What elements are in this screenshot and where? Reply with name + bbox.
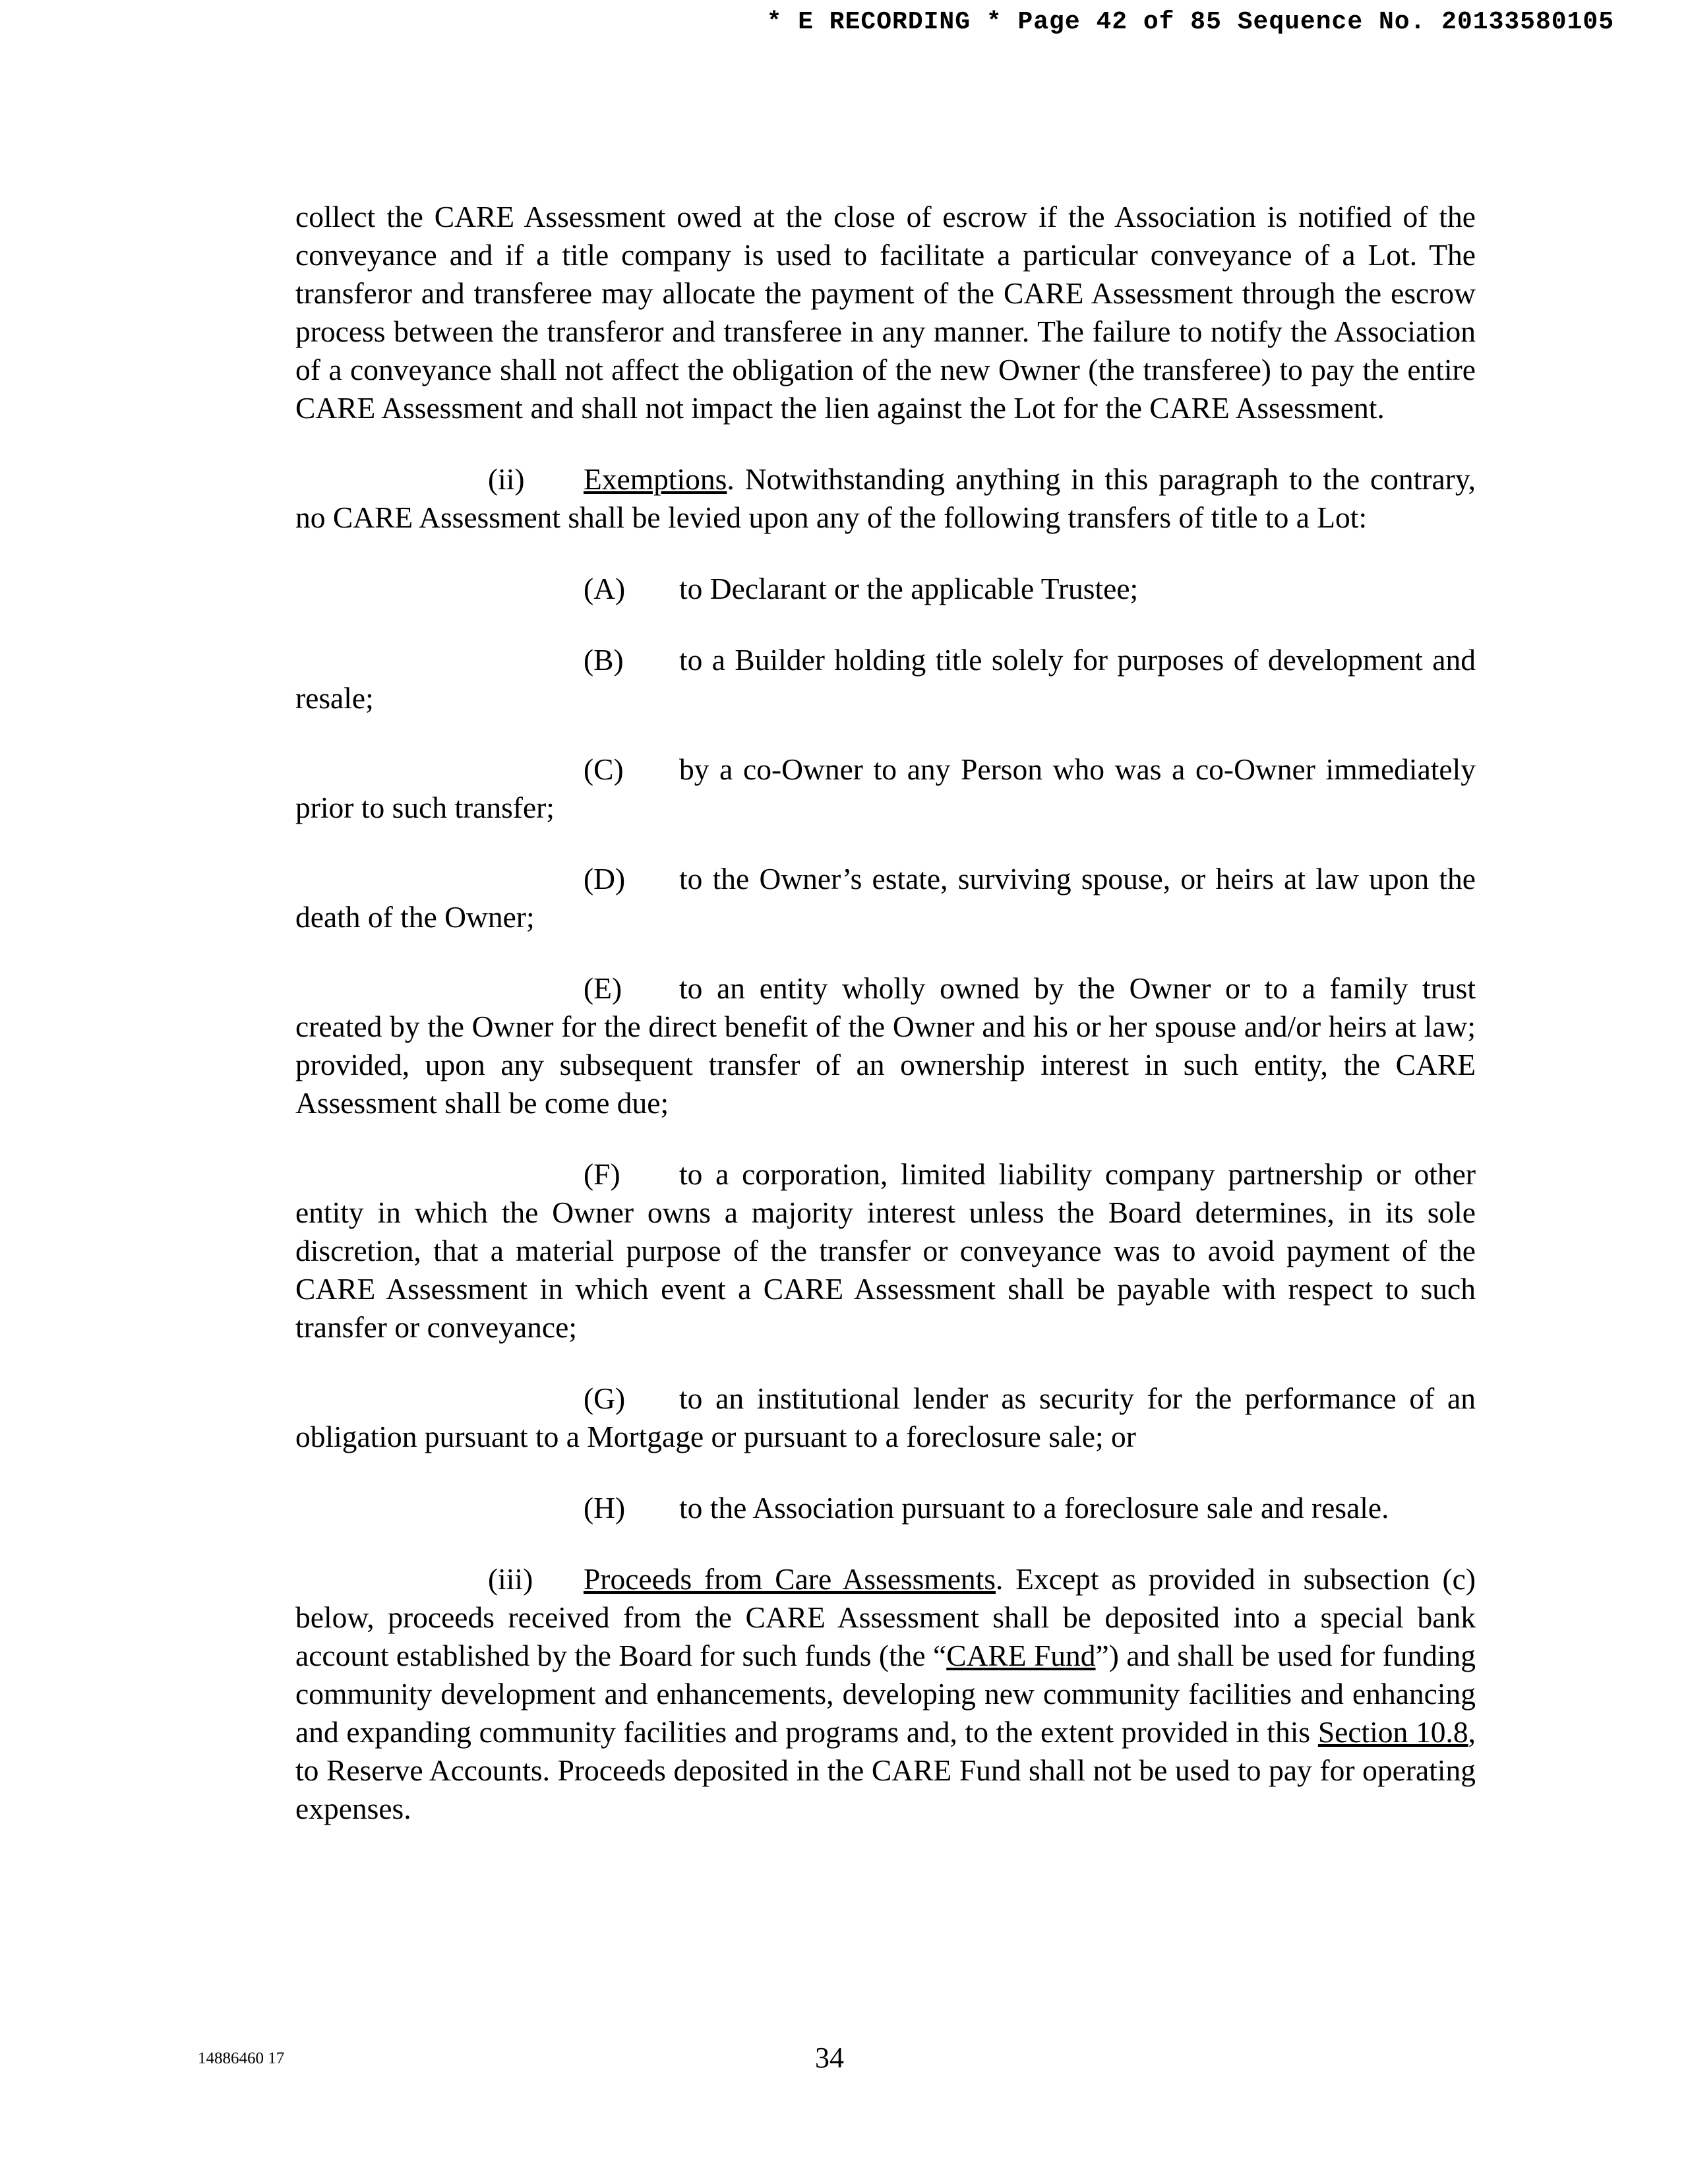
page-number: 34 [815,2042,844,2074]
exemption-item-h [295,1489,1476,1527]
item-text: to Declarant or the applicable Trustee; [679,572,1139,605]
item-text: to an institutional lender as security for the performance of an obligation pursuant to a Mortgage or pursuant to a foreclosure sale; or [295,1381,1476,1453]
exemption-item-g [295,1380,1476,1456]
exemption-item-f [295,1155,1476,1347]
section-reference: Section 10.8 [1317,1715,1468,1749]
proceeds-heading: Proceeds from Care Assessments [584,1562,996,1596]
proceeds-paragraph [295,1560,1476,1828]
item-label: (B) [584,643,624,677]
footer-document-id: 14886460 17 [198,2049,285,2067]
item-text: to an entity wholly owned by the Owner or to a family trust created by the Owner for the direct benefit of the Owner and his or her spouse and/or heirs at law; provided, upon any subsequent transfer of an ownership interest in such entity, the CARE Assessment shall be come due; [295,971,1476,1120]
care-fund-term: CARE Fund [946,1639,1096,1672]
exemptions-heading: Exemptions [584,462,727,496]
item-label: (A) [584,572,626,605]
item-label: (F) [584,1157,620,1191]
document-body [295,198,1476,1828]
exemptions-number: (ii) [488,462,525,496]
item-label: (E) [584,971,622,1005]
exemptions-text: . Notwithstanding anything in this paragraph to the contrary, no CARE Assessment shall be levied upon any of the following transfers of title to a Lot: [295,462,1476,534]
item-text: to a Builder holding title solely for purposes of development and resale; [295,643,1476,715]
item-text: to the Association pursuant to a foreclosure sale and resale. [679,1491,1389,1525]
exemption-item-d [295,860,1476,936]
exemption-item-a [295,570,1476,608]
item-label: (D) [584,862,626,895]
item-label: (H) [584,1491,626,1525]
recording-header: * E RECORDING * Page 42 of 85 Sequence No. 20133580105 [766,8,1614,36]
exemptions-paragraph [295,460,1476,537]
item-text: to the Owner’s estate, surviving spouse, or heirs at law upon the death of the Owner; [295,862,1476,934]
item-text: to a corporation, limited liability company partnership or other entity in which the Owner owns a majority interest unless the Board determines, in its sole discretion, that a material purpose of the transfer or conveyance was to avoid payment of the CARE Assessment in which event a CARE Assessment shall be payable with respect to such transfer or conveyance; [295,1157,1476,1344]
continuation-paragraph: collect the CARE Assessment owed at the close of escrow if the Association is notified of the conveyance and if a title company is used to facilitate a particular conveyance of a Lot. The transferor and transferee may allocate the payment of the CARE Assessment through the escrow process between the transferor and transferee in any manner. The failure to notify the Association of a conveyance shall not affect the obligation of the new Owner (the transferee) to pay the entire CARE Assessment and shall not impact the lien against the Lot for the CARE Assessment. [295,200,1476,425]
proceeds-number: (iii) [488,1562,533,1596]
exemption-item-e [295,969,1476,1122]
item-text: by a co-Owner to any Person who was a co-Owner immediately prior to such transfer; [295,752,1476,824]
item-label: (G) [584,1381,626,1415]
exemption-item-b [295,641,1476,717]
exemption-item-c [295,750,1476,827]
proceeds-text-1: . Except as provided in subsection (c) below, proceeds received from the CARE Assessment shall be deposited into a special bank account established by the Board for such funds (the “ [295,1562,1476,1672]
item-label: (C) [584,752,624,786]
proceeds-text-2: ”) and shall be used for funding community development and enhancements, developing new community facilities and enhancing and expanding community facilities and programs and, to the extent provided in this [295,1639,1476,1749]
proceeds-text-3: , to Reserve Accounts. Proceeds deposited in the CARE Fund shall not be used to pay for operating expenses. [295,1715,1476,1825]
